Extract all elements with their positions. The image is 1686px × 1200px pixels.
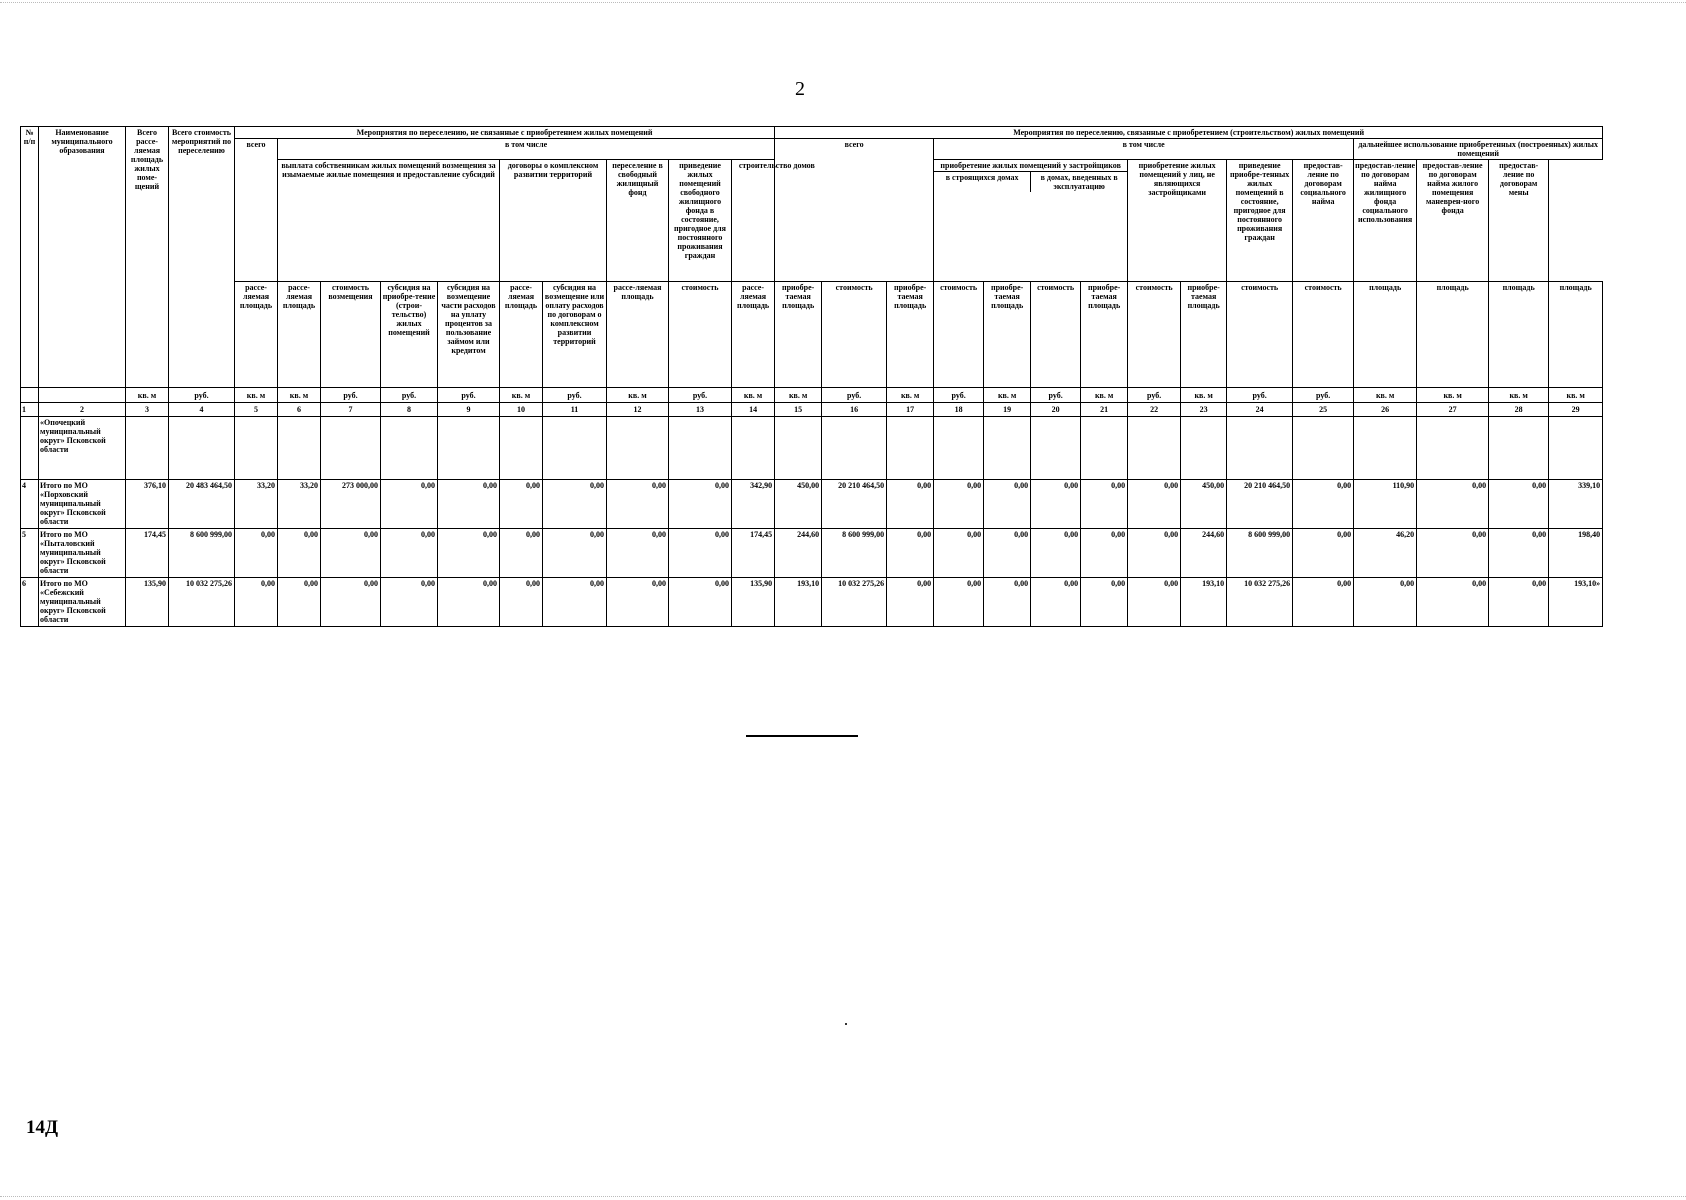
- column-number-cell: 1: [21, 403, 39, 417]
- sub-header-cell: стоимость: [934, 282, 984, 388]
- hdr-b-commercial: предостав-ление по договорам найма жилищного фонда социального использования: [1354, 160, 1417, 282]
- row-value-cell: 0,00: [1031, 578, 1081, 627]
- row-value-cell: 10 032 275,26: [1227, 578, 1293, 627]
- column-number-cell: 16: [822, 403, 887, 417]
- row-value-cell: 33,20: [278, 480, 321, 529]
- row-value-cell: 0,00: [1489, 529, 1549, 578]
- separator-line: [746, 735, 858, 737]
- sub-header-cell: рассе-ляемая площадь: [235, 282, 278, 388]
- hdr-a-bring: приведение жилых помещений свободного жилищного фонда в состояние, пригодное для постоянного проживания граждан: [669, 160, 732, 282]
- row-number: 5: [21, 529, 39, 578]
- unit-cell: кв. м: [1549, 388, 1603, 403]
- unit-cell: руб.: [543, 388, 607, 403]
- column-number-cell: 6: [278, 403, 321, 417]
- hdr-b-bring: приведение приобре-тенных жилых помещений в состояние, пригодное для постоянного проживания граждан: [1227, 160, 1293, 282]
- continuation-no: [21, 417, 39, 480]
- hdr-a-contracts: договоры о комплексном развитии территорий: [500, 160, 607, 282]
- unit-cell: руб.: [934, 388, 984, 403]
- row-value-cell: 33,20: [235, 480, 278, 529]
- hdr-b-exchange: предостав-ление по договорам мены: [1489, 160, 1549, 282]
- unit-cell: кв. м: [126, 388, 169, 403]
- sub-header-cell: стоимость: [669, 282, 732, 388]
- hdr-b-acq-building: в строящихся домах: [934, 172, 1031, 192]
- row-value-cell: 0,00: [607, 480, 669, 529]
- hdr-b-social: предостав-ление по договорам социального найма: [1293, 160, 1354, 282]
- column-numbers-row: [21, 403, 1603, 417]
- row-value-cell: 20 210 464,50: [1227, 480, 1293, 529]
- row-value-cell: 0,00: [1081, 480, 1128, 529]
- column-number-cell: 26: [1354, 403, 1417, 417]
- unit-cell: руб.: [669, 388, 732, 403]
- row-value-cell: 46,20: [1354, 529, 1417, 578]
- scan-edge-top: [0, 2, 1686, 3]
- row-value-cell: 339,10: [1549, 480, 1603, 529]
- sub-header-cell: приобре-таемая площадь: [1081, 282, 1128, 388]
- column-number-cell: 8: [381, 403, 438, 417]
- row-value-cell: 0,00: [381, 578, 438, 627]
- hdr-group-a: Мероприятия по переселению, не связанные с приобретением жилых помещений: [235, 127, 775, 139]
- row-value-cell: 0,00: [321, 578, 381, 627]
- sub-header-cell: стоимость возмещения: [321, 282, 381, 388]
- column-number-cell: 2: [39, 403, 126, 417]
- row-value-cell: 0,00: [438, 529, 500, 578]
- row-value-cell: 0,00: [1081, 529, 1128, 578]
- column-number-cell: 21: [1081, 403, 1128, 417]
- row-value-cell: 0,00: [1128, 578, 1181, 627]
- row-number: 4: [21, 480, 39, 529]
- scan-edge-bottom: [0, 1196, 1686, 1197]
- sub-header-cell: площадь: [1354, 282, 1417, 388]
- row-value-cell: 8 600 999,00: [169, 529, 235, 578]
- row-value-cell: 0,00: [1417, 578, 1489, 627]
- sub-header-row: [21, 282, 1603, 388]
- sub-header-cell: приобре-таемая площадь: [887, 282, 934, 388]
- hdr-b-maneuver: предостав-ление по договорам найма жилого помещения маневрен-ного фонда: [1417, 160, 1489, 282]
- footer-code: 14Д: [26, 1117, 59, 1138]
- row-value-cell: 0,00: [1293, 578, 1354, 627]
- row-value-cell: 0,00: [1128, 529, 1181, 578]
- column-number-cell: 3: [126, 403, 169, 417]
- hdr-a-free-fund: переселение в свободный жилищный фонд: [607, 160, 669, 282]
- row-value-cell: 0,00: [934, 529, 984, 578]
- row-value-cell: 376,10: [126, 480, 169, 529]
- sub-header-cell: площадь: [1549, 282, 1603, 388]
- column-number-cell: 13: [669, 403, 732, 417]
- row-value-cell: 273 000,00: [321, 480, 381, 529]
- hdr-a-total: всего: [235, 139, 278, 282]
- row-value-cell: 0,00: [1128, 480, 1181, 529]
- column-number-cell: 19: [984, 403, 1031, 417]
- unit-cell: кв. м: [235, 388, 278, 403]
- table-row: [21, 529, 1603, 578]
- row-value-cell: 0,00: [1031, 529, 1081, 578]
- unit-cell: кв. м: [984, 388, 1031, 403]
- unit-cell: руб.: [381, 388, 438, 403]
- row-value-cell: 0,00: [321, 529, 381, 578]
- column-number-cell: 18: [934, 403, 984, 417]
- row-value-cell: 0,00: [1489, 480, 1549, 529]
- row-value-cell: 244,60: [775, 529, 822, 578]
- column-number-cell: 27: [1417, 403, 1489, 417]
- row-value-cell: 0,00: [543, 480, 607, 529]
- hdr-b-acq-commissioned: в домах, введенных в эксплуатацию: [1040, 173, 1118, 191]
- row-value-cell: 0,00: [1354, 578, 1417, 627]
- row-value-cell: 0,00: [984, 480, 1031, 529]
- sub-header-cell: стоимость: [1227, 282, 1293, 388]
- hdr-b-incl: в том числе: [934, 139, 1354, 160]
- row-value-cell: 450,00: [775, 480, 822, 529]
- row-value-cell: 0,00: [1489, 578, 1549, 627]
- sub-header-cell: рассе-ляемая площадь: [278, 282, 321, 388]
- row-value-cell: 450,00: [1181, 480, 1227, 529]
- resettlement-table: [20, 126, 1603, 627]
- unit-cell: кв. м: [1354, 388, 1417, 403]
- stray-dot: [845, 1023, 847, 1025]
- row-value-cell: 0,00: [1293, 529, 1354, 578]
- units-blank-cell: [39, 388, 126, 403]
- sub-header-cell: субсидия на возмещение части расходов на уплату процентов за пользование займом или кредитом: [438, 282, 500, 388]
- hdr-b-further: дальнейшее использование приобретенных (построенных) жилых помещений: [1354, 139, 1603, 160]
- row-value-cell: 10 032 275,26: [822, 578, 887, 627]
- row-value-cell: 0,00: [607, 578, 669, 627]
- row-value-cell: 0,00: [381, 480, 438, 529]
- row-value-cell: 342,90: [732, 480, 775, 529]
- data-body: [21, 480, 1603, 627]
- unit-cell: кв. м: [732, 388, 775, 403]
- row-value-cell: 0,00: [607, 529, 669, 578]
- sub-header-cell: площадь: [1417, 282, 1489, 388]
- row-value-cell: 0,00: [543, 578, 607, 627]
- row-value-cell: 10 032 275,26: [169, 578, 235, 627]
- row-value-cell: 0,00: [438, 578, 500, 627]
- row-value-cell: 8 600 999,00: [1227, 529, 1293, 578]
- hdr-b-acquisition: [934, 160, 1128, 282]
- sub-header-cell: рассе-ляемая площадь: [607, 282, 669, 388]
- row-value-cell: 0,00: [235, 578, 278, 627]
- sub-header-cell: рассе-ляемая площадь: [500, 282, 543, 388]
- row-value-cell: 0,00: [934, 480, 984, 529]
- row-value-cell: 0,00: [1031, 480, 1081, 529]
- row-value-cell: 110,90: [1354, 480, 1417, 529]
- row-value-cell: 8 600 999,00: [822, 529, 887, 578]
- column-number-cell: 20: [1031, 403, 1081, 417]
- units-row: [21, 388, 1603, 403]
- column-number-cell: 12: [607, 403, 669, 417]
- column-number-cell: 7: [321, 403, 381, 417]
- sub-header-cell: субсидия на приобре-тение (строи-тельство) жилых помещений: [381, 282, 438, 388]
- hdr-total-cost: Всего стоимость мероприятий по переселению: [169, 127, 235, 388]
- hdr-a-incl: в том числе: [278, 139, 775, 160]
- column-number-cell: 11: [543, 403, 607, 417]
- row-value-cell: 0,00: [278, 529, 321, 578]
- sub-header-cell: приобре-таемая площадь: [775, 282, 822, 388]
- row-value-cell: 0,00: [543, 529, 607, 578]
- row-value-cell: 198,40: [1549, 529, 1603, 578]
- row-value-cell: 0,00: [438, 480, 500, 529]
- hdr-b-construction: строительство домов: [732, 160, 822, 282]
- sub-header-cell: субсидия на возмещение или оплату расходов по договорам о комплексном развитии территорий: [543, 282, 607, 388]
- unit-cell: кв. м: [1181, 388, 1227, 403]
- row-number: 6: [21, 578, 39, 627]
- row-value-cell: 244,60: [1181, 529, 1227, 578]
- row-value-cell: 0,00: [278, 578, 321, 627]
- unit-cell: кв. м: [775, 388, 822, 403]
- sub-header-cell: стоимость: [1293, 282, 1354, 388]
- row-value-cell: 193,10: [775, 578, 822, 627]
- hdr-b-acq-persons: приобретение жилых помещений у лиц, не являющихся застройщиками: [1128, 160, 1227, 282]
- sub-header-cell: рассе-ляемая площадь: [732, 282, 775, 388]
- row-value-cell: 0,00: [1417, 480, 1489, 529]
- sub-header-cell: стоимость: [822, 282, 887, 388]
- unit-cell: руб.: [1293, 388, 1354, 403]
- row-value-cell: 174,45: [126, 529, 169, 578]
- hdr-group-b: Мероприятия по переселению, связанные с приобретением (строительством) жилых помещений: [775, 127, 1603, 139]
- column-number-cell: 22: [1128, 403, 1181, 417]
- row-value-cell: 135,90: [732, 578, 775, 627]
- row-value-cell: 0,00: [984, 578, 1031, 627]
- column-number-cell: 9: [438, 403, 500, 417]
- column-number-cell: 5: [235, 403, 278, 417]
- row-value-cell: 0,00: [381, 529, 438, 578]
- row-municipality-name: Итого по МО «Порховский муниципальный округ» Псковской области: [39, 480, 126, 529]
- row-value-cell: 135,90: [126, 578, 169, 627]
- unit-cell: кв. м: [500, 388, 543, 403]
- row-value-cell: 20 210 464,50: [822, 480, 887, 529]
- row-value-cell: 0,00: [669, 529, 732, 578]
- units-blank-cell: [21, 388, 39, 403]
- row-value-cell: 0,00: [887, 529, 934, 578]
- row-municipality-name: Итого по МО «Себежский муниципальный округ» Псковской области: [39, 578, 126, 627]
- column-number-cell: 17: [887, 403, 934, 417]
- row-value-cell: 0,00: [500, 578, 543, 627]
- row-value-cell: 193,10: [1181, 578, 1227, 627]
- unit-cell: кв. м: [1417, 388, 1489, 403]
- row-value-cell: 0,00: [1293, 480, 1354, 529]
- column-number-cell: 14: [732, 403, 775, 417]
- continuation-row: [21, 417, 1603, 480]
- row-value-cell: 174,45: [732, 529, 775, 578]
- unit-cell: кв. м: [887, 388, 934, 403]
- unit-cell: руб.: [169, 388, 235, 403]
- column-number-cell: 4: [169, 403, 235, 417]
- row-value-cell: 0,00: [1417, 529, 1489, 578]
- row-value-cell: 193,10»: [1549, 578, 1603, 627]
- unit-cell: кв. м: [607, 388, 669, 403]
- unit-cell: руб.: [438, 388, 500, 403]
- continuation-name: «Опочецкий муниципальный округ» Псковской области: [39, 417, 126, 480]
- sub-header-cell: стоимость: [1031, 282, 1081, 388]
- unit-cell: руб.: [1031, 388, 1081, 403]
- column-number-cell: 10: [500, 403, 543, 417]
- row-value-cell: 0,00: [934, 578, 984, 627]
- row-value-cell: 0,00: [1081, 578, 1128, 627]
- hdr-a-payment: выплата собственникам жилых помещений возмещения за изымаемые жилые помещения и предоставление субсидий: [278, 160, 500, 282]
- hdr-b-total: всего: [775, 139, 934, 282]
- unit-cell: кв. м: [278, 388, 321, 403]
- hdr-b-acquisition-label: приобретение жилых помещений у застройщиков: [934, 160, 1127, 172]
- unit-cell: руб.: [1227, 388, 1293, 403]
- column-number-cell: 15: [775, 403, 822, 417]
- table-row: [21, 480, 1603, 529]
- column-number-cell: 28: [1489, 403, 1549, 417]
- sub-header-cell: площадь: [1489, 282, 1549, 388]
- sub-header-cell: приобре-таемая площадь: [984, 282, 1031, 388]
- column-number-cell: 29: [1549, 403, 1603, 417]
- row-value-cell: 0,00: [887, 578, 934, 627]
- hdr-total-area: Всего рассе-ляемая площадь жилых поме-щений: [126, 127, 169, 388]
- unit-cell: кв. м: [1081, 388, 1128, 403]
- page-number: 2: [795, 78, 805, 100]
- column-number-cell: 23: [1181, 403, 1227, 417]
- row-value-cell: 0,00: [887, 480, 934, 529]
- table-container: [20, 126, 1602, 627]
- row-value-cell: 0,00: [500, 529, 543, 578]
- row-value-cell: 0,00: [669, 480, 732, 529]
- unit-cell: руб.: [321, 388, 381, 403]
- row-value-cell: 20 483 464,50: [169, 480, 235, 529]
- row-value-cell: 0,00: [235, 529, 278, 578]
- unit-cell: кв. м: [1489, 388, 1549, 403]
- row-value-cell: 0,00: [669, 578, 732, 627]
- table-row: [21, 578, 1603, 627]
- unit-cell: руб.: [822, 388, 887, 403]
- column-number-cell: 25: [1293, 403, 1354, 417]
- row-municipality-name: Итого по МО «Пыталовский муниципальный округ» Псковской области: [39, 529, 126, 578]
- row-value-cell: 0,00: [984, 529, 1031, 578]
- hdr-name: Наименование муниципального образования: [39, 127, 126, 388]
- row-value-cell: 0,00: [500, 480, 543, 529]
- sub-header-cell: приобре-таемая площадь: [1181, 282, 1227, 388]
- column-number-cell: 24: [1227, 403, 1293, 417]
- unit-cell: руб.: [1128, 388, 1181, 403]
- hdr-no: № п/п: [21, 127, 39, 388]
- sub-header-cell: стоимость: [1128, 282, 1181, 388]
